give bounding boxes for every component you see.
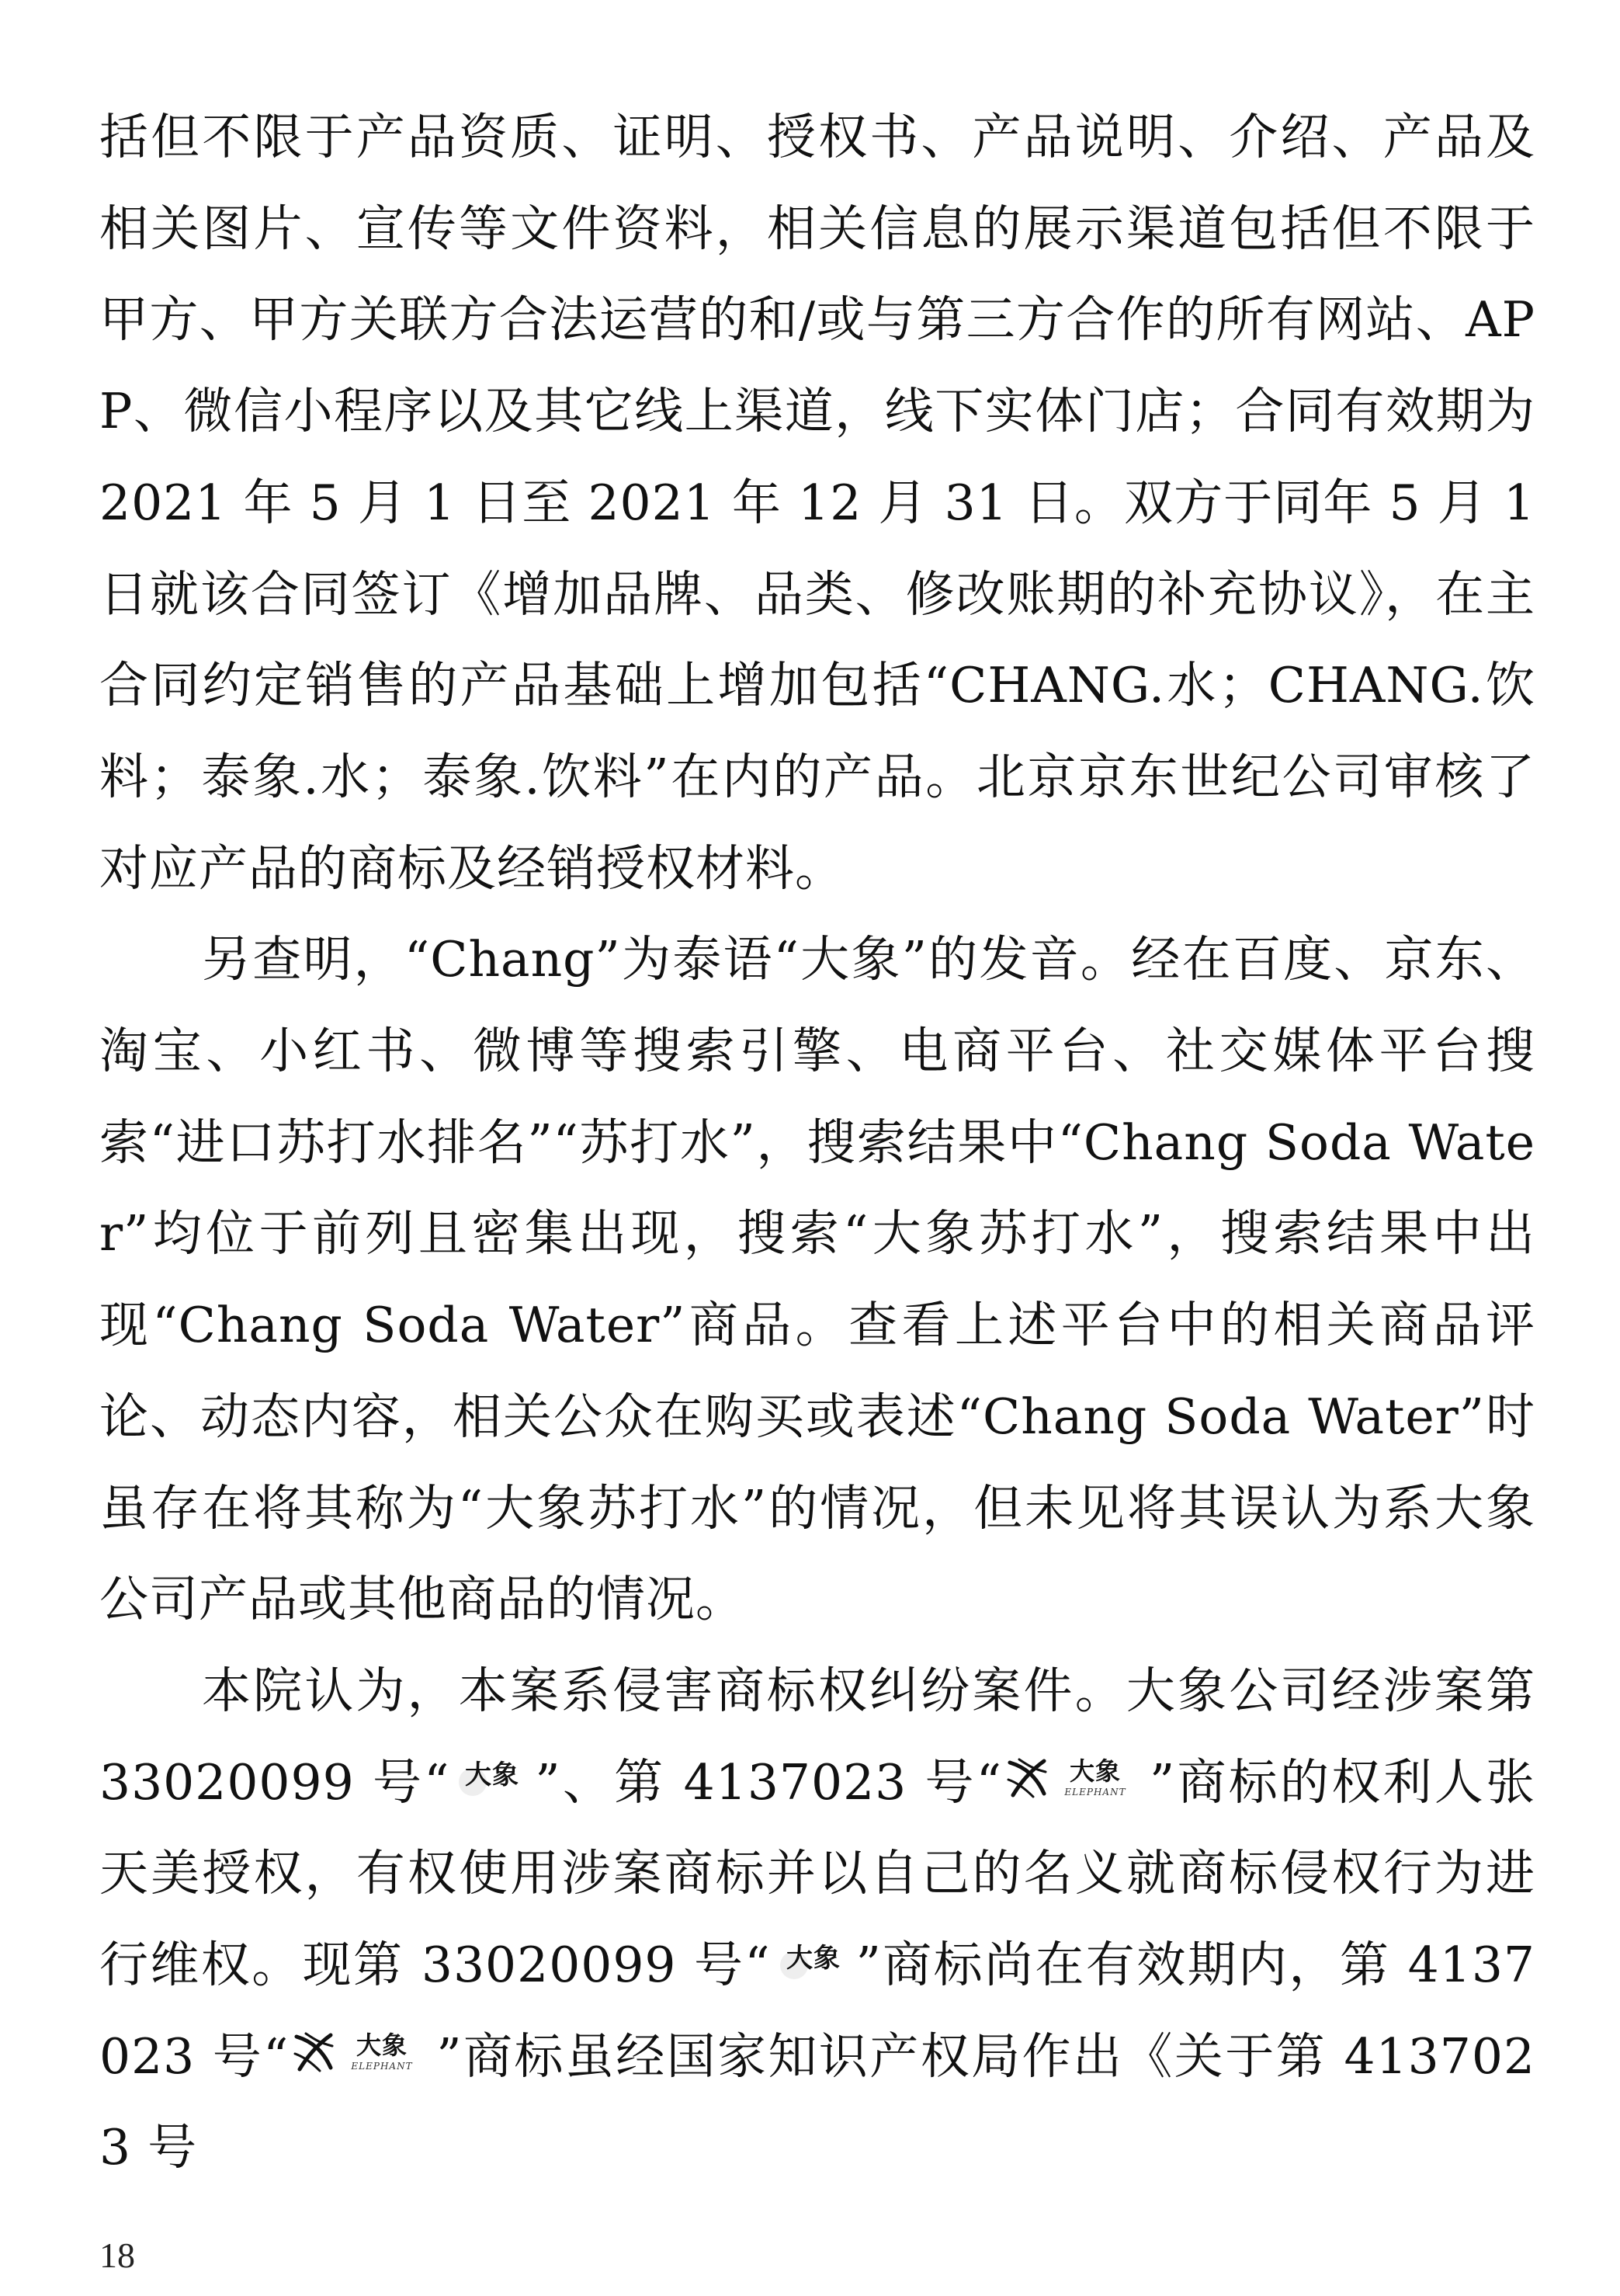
logo-cn-label: 大象: [1069, 1756, 1121, 1787]
opinion-text-2: ”、第 4137023 号“: [535, 1753, 1002, 1811]
elephant-logo-icon-2: [295, 2034, 332, 2071]
trademark-text-label-2: 大象: [786, 1942, 841, 1974]
trademark-text-image-2: [771, 1939, 856, 1984]
elephant-logo-icon: [1008, 1759, 1046, 1797]
logo-en-label-2: ELEPHANT: [351, 2061, 413, 2072]
trademark-text-image: [449, 1756, 535, 1801]
paragraph-contract-details: 括但不限于产品资质、证明、授权书、产品说明、介绍、产品及相关图片、宣传等文件资料，相关信息的展示渠道包括但不限于甲方、甲方关联方合法运营的和/或与第三方合作的所有网站、APP、微信小程序以及其它线上渠道，线下实体门店；合同有效期为 2021 年 5 月 1 日至 2021 年 12 月 31 日。双方于同年 5 月 1 日就该合同签订《增加品牌、品类、修改账期的补充协议》，在主合同约定销售的产品基础上增加包括“CHANG.水；CHANG.饮料；泰象.水；泰象.饮料”在内的产品。北京京东世纪公司审核了对应产品的商标及经销授权材料。: [99, 109, 1535, 897]
opinion-text-3: ”商标的权利人张天美授权，有权使用涉案商标并以自己的名义就商标侵权行为进行维权。现第 33020099 号“: [99, 1753, 1535, 1994]
elephant-logo-trademark-image: [1002, 1753, 1150, 1803]
paragraph-court-opinion: [99, 1645, 1535, 2194]
page-number: 18: [99, 2235, 135, 2275]
paragraph-further-findings: 另查明，“Chang”为泰语“大象”的发音。经在百度、京东、淘宝、小红书、微博等搜索引擎、电商平台、社交媒体平台搜索“进口苏打水排名”“苏打水”，搜索结果中“Chang Soda Water”均位于前列且密集出现，搜索“大象苏打水”，搜索结果中出现“Chang Soda Water”商品。查看上述平台中的相关商品评论、动态内容，相关公众在购买或表述“Chang Soda Water”时虽存在将其称为“大象苏打水”的情况，但未见将其误认为系大象公司产品或其他商品的情况。: [99, 931, 1535, 1628]
elephant-logo-trademark-image-2: [289, 2027, 436, 2077]
opinion-text-4: ”商标尚在有效期内，第 4137023 号“: [99, 1936, 1535, 2085]
logo-en-label: ELEPHANT: [1064, 1787, 1126, 1798]
trademark-text-label: 大象: [465, 1759, 520, 1791]
logo-cn-label-2: 大象: [356, 2030, 408, 2061]
document-body: [99, 92, 1535, 2194]
opinion-text-1: 本院认为，本案系侵害商标权纠纷案件。大象公司经涉案第 33020099 号“: [99, 1662, 1535, 1811]
opinion-text-5: ”商标虽经国家知识产权局作出《关于第 4137023 号: [99, 2027, 1536, 2176]
